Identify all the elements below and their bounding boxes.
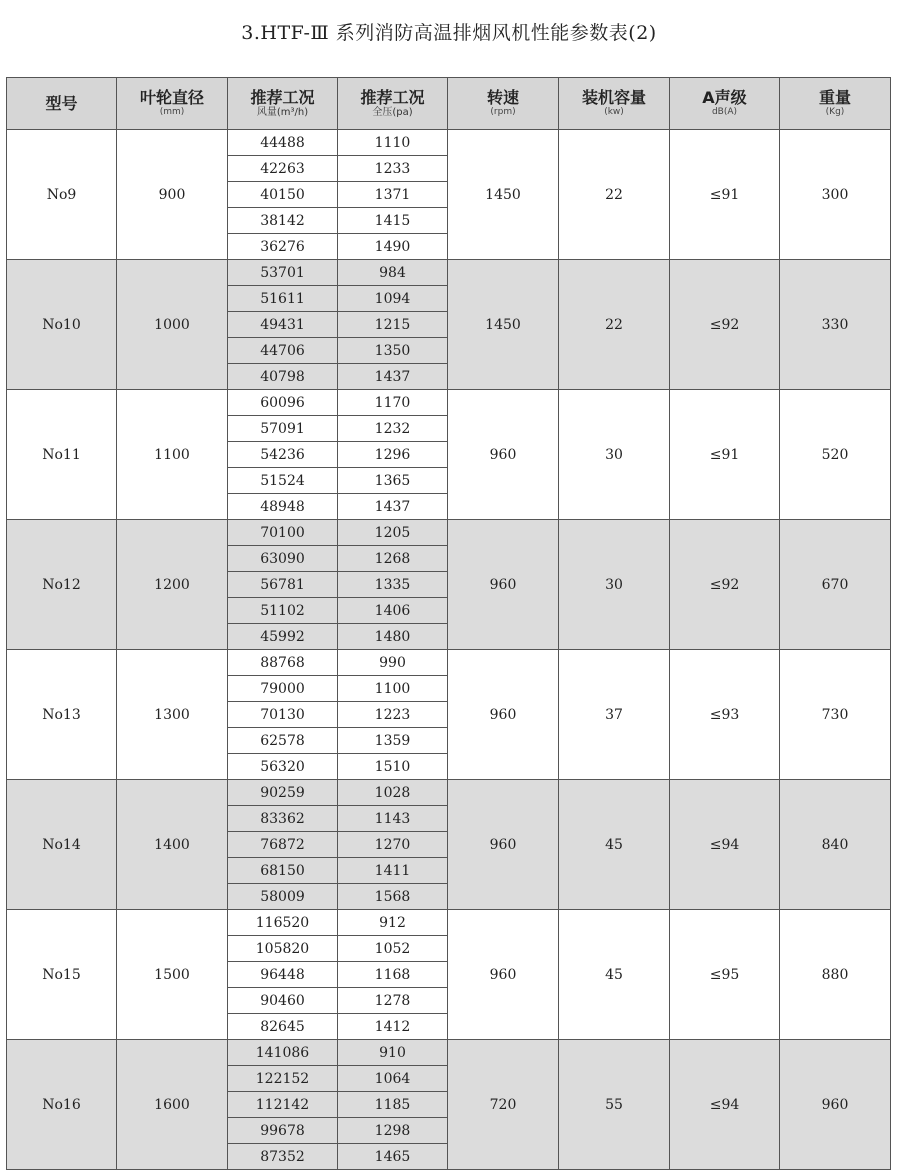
- airflow-cell: 44706: [228, 338, 338, 364]
- speed-cell: 960: [448, 520, 559, 650]
- pressure-cell: 912: [338, 910, 448, 936]
- airflow-cell: 53701: [228, 260, 338, 286]
- table-row: [7, 520, 891, 546]
- weight-cell: 330: [780, 260, 891, 390]
- header-speed-label: 转速: [486, 87, 519, 107]
- airflow-cell: 122152: [228, 1066, 338, 1092]
- pressure-cell: 1205: [338, 520, 448, 546]
- pressure-cell: 990: [338, 650, 448, 676]
- model-cell: No11: [7, 390, 117, 520]
- speed-cell: 1450: [448, 130, 559, 260]
- model-cell: No12: [7, 520, 117, 650]
- airflow-cell: 62578: [228, 728, 338, 754]
- pressure-cell: 1143: [338, 806, 448, 832]
- noise-cell: ≤94: [670, 1040, 780, 1170]
- header-speed-unit: (rpm): [490, 107, 516, 118]
- noise-cell: ≤94: [670, 780, 780, 910]
- airflow-cell: 63090: [228, 546, 338, 572]
- header-power-label: 装机容量: [581, 87, 646, 107]
- model-cell: No13: [7, 650, 117, 780]
- model-cell: No14: [7, 780, 117, 910]
- airflow-cell: 54236: [228, 442, 338, 468]
- pressure-cell: 984: [338, 260, 448, 286]
- table-body: [7, 130, 891, 1170]
- header-diameter: [117, 78, 228, 130]
- airflow-cell: 105820: [228, 936, 338, 962]
- airflow-cell: 38142: [228, 208, 338, 234]
- table-header-row: [7, 78, 891, 130]
- header-speed: [448, 78, 559, 130]
- airflow-cell: 99678: [228, 1118, 338, 1144]
- noise-cell: ≤93: [670, 650, 780, 780]
- weight-cell: 300: [780, 130, 891, 260]
- airflow-cell: 96448: [228, 962, 338, 988]
- header-power: [559, 78, 670, 130]
- pressure-cell: 1371: [338, 182, 448, 208]
- pressure-cell: 1270: [338, 832, 448, 858]
- airflow-cell: 90259: [228, 780, 338, 806]
- airflow-cell: 82645: [228, 1014, 338, 1040]
- power-cell: 37: [559, 650, 670, 780]
- airflow-cell: 56781: [228, 572, 338, 598]
- diameter-cell: 1400: [117, 780, 228, 910]
- airflow-cell: 40798: [228, 364, 338, 390]
- header-pressure: [338, 78, 448, 130]
- airflow-cell: 51524: [228, 468, 338, 494]
- table-row: [7, 650, 891, 676]
- airflow-cell: 49431: [228, 312, 338, 338]
- pressure-cell: 1268: [338, 546, 448, 572]
- pressure-cell: 1411: [338, 858, 448, 884]
- header-model: [7, 78, 117, 130]
- header-airflow-label: 推荐工况: [250, 87, 315, 107]
- diameter-cell: 1000: [117, 260, 228, 390]
- noise-cell: ≤91: [670, 130, 780, 260]
- pressure-cell: 1437: [338, 364, 448, 390]
- airflow-cell: 42263: [228, 156, 338, 182]
- pressure-cell: 1412: [338, 1014, 448, 1040]
- model-cell: No9: [7, 130, 117, 260]
- pressure-cell: 1110: [338, 130, 448, 156]
- airflow-cell: 90460: [228, 988, 338, 1014]
- airflow-cell: 116520: [228, 910, 338, 936]
- pressure-cell: 1437: [338, 494, 448, 520]
- pressure-cell: 1350: [338, 338, 448, 364]
- speed-cell: 720: [448, 1040, 559, 1170]
- airflow-cell: 57091: [228, 416, 338, 442]
- pressure-cell: 1406: [338, 598, 448, 624]
- weight-cell: 670: [780, 520, 891, 650]
- pressure-cell: 1568: [338, 884, 448, 910]
- airflow-cell: 58009: [228, 884, 338, 910]
- weight-cell: 880: [780, 910, 891, 1040]
- diameter-cell: 1600: [117, 1040, 228, 1170]
- pressure-cell: 1298: [338, 1118, 448, 1144]
- diameter-cell: 1300: [117, 650, 228, 780]
- speed-cell: 960: [448, 650, 559, 780]
- header-pressure-unit: 全压(pa): [372, 107, 413, 119]
- power-cell: 45: [559, 780, 670, 910]
- noise-cell: ≤92: [670, 260, 780, 390]
- model-cell: No15: [7, 910, 117, 1040]
- fan-performance-table: [6, 77, 891, 1170]
- table-row: [7, 910, 891, 936]
- noise-cell: ≤91: [670, 390, 780, 520]
- pressure-cell: 1170: [338, 390, 448, 416]
- airflow-cell: 51611: [228, 286, 338, 312]
- header-diameter-unit: (mm): [159, 107, 185, 118]
- header-weight-label: 重量: [818, 87, 851, 107]
- pressure-cell: 1064: [338, 1066, 448, 1092]
- power-cell: 30: [559, 520, 670, 650]
- pressure-cell: 910: [338, 1040, 448, 1066]
- page-title: 3.HTF-Ⅲ 系列消防高温排烟风机性能参数表(2): [241, 22, 657, 44]
- speed-cell: 960: [448, 780, 559, 910]
- airflow-cell: 70100: [228, 520, 338, 546]
- model-cell: No16: [7, 1040, 117, 1170]
- pressure-cell: 1465: [338, 1144, 448, 1170]
- power-cell: 55: [559, 1040, 670, 1170]
- pressure-cell: 1359: [338, 728, 448, 754]
- pressure-cell: 1094: [338, 286, 448, 312]
- airflow-cell: 68150: [228, 858, 338, 884]
- table-row: [7, 780, 891, 806]
- pressure-cell: 1233: [338, 156, 448, 182]
- pressure-cell: 1490: [338, 234, 448, 260]
- header-noise-label: A声级: [702, 87, 747, 107]
- airflow-cell: 70130: [228, 702, 338, 728]
- pressure-cell: 1232: [338, 416, 448, 442]
- pressure-cell: 1415: [338, 208, 448, 234]
- pressure-cell: 1278: [338, 988, 448, 1014]
- table-row: [7, 1040, 891, 1066]
- airflow-cell: 51102: [228, 598, 338, 624]
- table-row: [7, 260, 891, 286]
- header-noise-unit: dB(A): [711, 107, 738, 118]
- airflow-cell: 141086: [228, 1040, 338, 1066]
- header-pressure-label: 推荐工况: [360, 87, 425, 107]
- airflow-cell: 60096: [228, 390, 338, 416]
- power-cell: 22: [559, 130, 670, 260]
- header-weight-unit: (Kg): [825, 107, 845, 118]
- pressure-cell: 1510: [338, 754, 448, 780]
- diameter-cell: 900: [117, 130, 228, 260]
- airflow-cell: 40150: [228, 182, 338, 208]
- pressure-cell: 1168: [338, 962, 448, 988]
- noise-cell: ≤95: [670, 910, 780, 1040]
- airflow-cell: 87352: [228, 1144, 338, 1170]
- airflow-cell: 56320: [228, 754, 338, 780]
- pressure-cell: 1052: [338, 936, 448, 962]
- model-cell: No10: [7, 260, 117, 390]
- pressure-cell: 1480: [338, 624, 448, 650]
- airflow-cell: 88768: [228, 650, 338, 676]
- header-weight: [780, 78, 891, 130]
- table-row: [7, 130, 891, 156]
- power-cell: 45: [559, 910, 670, 1040]
- diameter-cell: 1100: [117, 390, 228, 520]
- airflow-cell: 45992: [228, 624, 338, 650]
- speed-cell: 1450: [448, 260, 559, 390]
- pressure-cell: 1100: [338, 676, 448, 702]
- noise-cell: ≤92: [670, 520, 780, 650]
- pressure-cell: 1223: [338, 702, 448, 728]
- airflow-cell: 44488: [228, 130, 338, 156]
- weight-cell: 840: [780, 780, 891, 910]
- airflow-cell: 79000: [228, 676, 338, 702]
- header-airflow-unit: 风量(m³/h): [256, 107, 309, 119]
- table-row: [7, 390, 891, 416]
- header-power-unit: (kw): [604, 107, 624, 118]
- header-airflow: [228, 78, 338, 130]
- header-noise: [670, 78, 780, 130]
- airflow-cell: 112142: [228, 1092, 338, 1118]
- weight-cell: 960: [780, 1040, 891, 1170]
- airflow-cell: 48948: [228, 494, 338, 520]
- header-diameter-label: 叶轮直径: [139, 87, 204, 107]
- speed-cell: 960: [448, 910, 559, 1040]
- speed-cell: 960: [448, 390, 559, 520]
- pressure-cell: 1215: [338, 312, 448, 338]
- pressure-cell: 1185: [338, 1092, 448, 1118]
- power-cell: 30: [559, 390, 670, 520]
- pressure-cell: 1365: [338, 468, 448, 494]
- header-model-label: 型号: [45, 93, 78, 113]
- pressure-cell: 1296: [338, 442, 448, 468]
- weight-cell: 520: [780, 390, 891, 520]
- airflow-cell: 76872: [228, 832, 338, 858]
- diameter-cell: 1500: [117, 910, 228, 1040]
- power-cell: 22: [559, 260, 670, 390]
- diameter-cell: 1200: [117, 520, 228, 650]
- airflow-cell: 36276: [228, 234, 338, 260]
- weight-cell: 730: [780, 650, 891, 780]
- pressure-cell: 1335: [338, 572, 448, 598]
- airflow-cell: 83362: [228, 806, 338, 832]
- pressure-cell: 1028: [338, 780, 448, 806]
